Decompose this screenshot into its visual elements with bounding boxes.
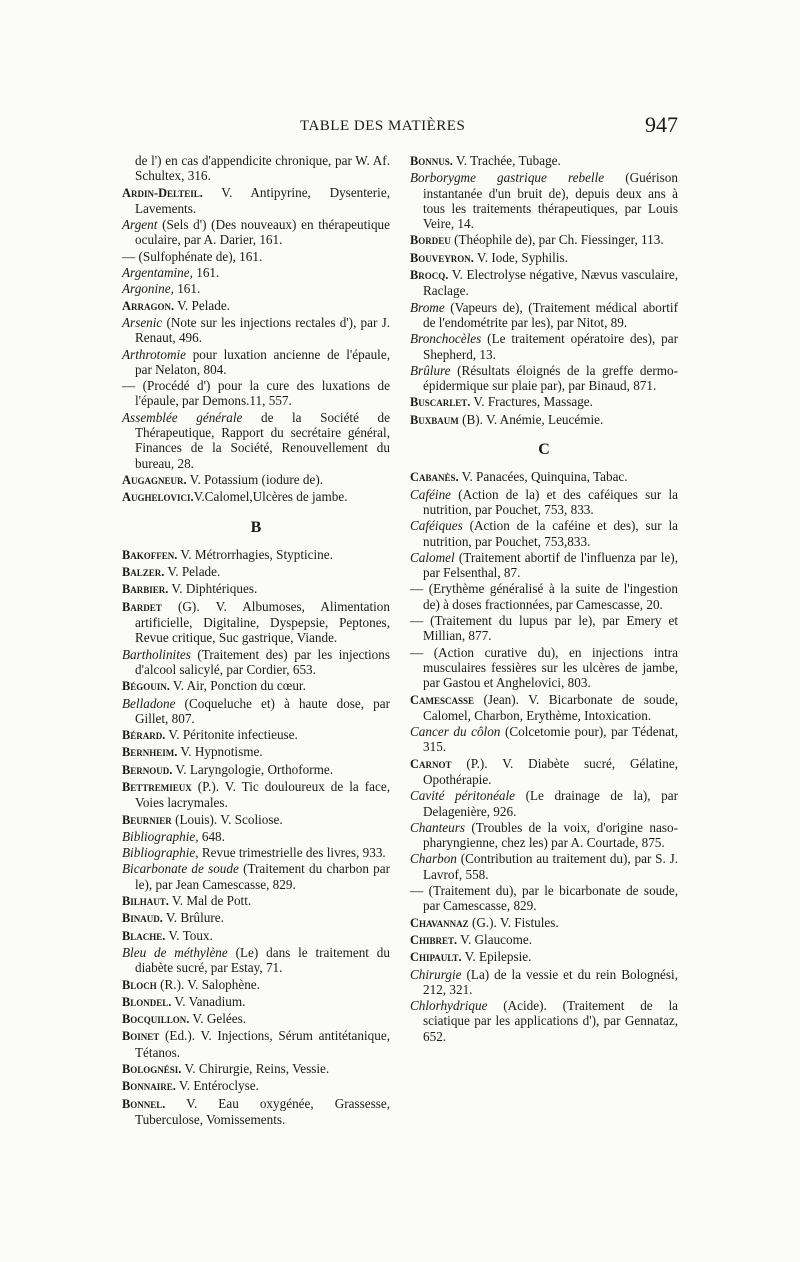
entry-heading: Barbier. [122,582,169,597]
index-entry [410,613,678,644]
index-entry [122,744,390,760]
entry-text: (Sels d') (Des nouveaux) en thérapeutique oculaire, par A. Darier, 161. [135,217,390,248]
page-number: 947 [645,112,678,137]
entry-text: V. Potassium (iodure de). [186,471,324,487]
entry-heading: Bégouin. [122,679,170,694]
entry-text: — (Traitement du), par le bicarbonate de soude, par Camescasse, 829. [410,883,678,914]
entry-text: (Le) dans le traitement du diabète sucré, par Estay, 71. [135,944,390,976]
entry-heading: Bettremieux [122,779,192,794]
entry-heading: Bloch [122,977,157,992]
index-entry [122,1028,390,1060]
entry-text: (Troubles de la voix, d'origine naso-pharyngienne, chez les) par A. Courtade, 875. [423,819,678,851]
entry-text: V. Laryngologie, Orthoforme. [172,761,334,777]
index-entry [122,249,390,264]
entry-text: (La) de la vessie et du rein Bolognési, 212, 321. [423,966,678,997]
entry-text: de la Société de Thérapeutique, Rapport du secrétaire général, Finances de la Société, Renouvellement du bureau, 28. [135,409,390,471]
right-column [410,153,678,1045]
entry-text: V. Vanadium. [171,993,246,1009]
entry-text: V. Gelées. [189,1011,247,1027]
entry-heading: Bleu de méthylène [122,944,228,960]
index-entry [410,170,678,231]
running-title: TABLE DES MATIÈRES [300,118,466,134]
index-entry [122,779,390,811]
entry-text: 161. [173,281,201,297]
entry-heading: Bonnaire. [122,1079,176,1094]
index-entry [122,928,390,944]
index-entry [122,829,390,844]
index-entry [410,692,678,724]
entry-heading: Argonine, [122,281,174,297]
index-entry [410,998,678,1044]
entry-heading: Brome [410,299,445,315]
entry-text: (Vapeurs de), (Traitement médical abortif de l'endométrite par les), par Nitot, 89. [423,299,678,330]
entry-text: (Note sur les injections rectales d'), par J. Renaut, 496. [135,314,390,346]
entry-heading: Camescasse [410,692,474,707]
entry-heading: Arragon. [122,298,175,313]
entry-heading: Caféiques [410,518,463,534]
index-entry [122,298,390,314]
entry-heading: Belladone [122,695,176,711]
entry-text: (B). V. Anémie, Leucémie. [458,411,604,427]
entry-heading: Augagneur. [122,472,187,487]
entry-heading: Bonnus. [410,154,453,168]
entry-text: V. Métrorrhagies, Stypticine. [177,546,333,562]
index-entry [122,678,390,694]
index-entry [122,861,390,892]
entry-text: (Le drainage de la), par Delagenière, 926. [423,788,678,819]
entry-text: (Traitement des) par les injections d'alcool salicylé, par Cordier, 653. [135,646,390,677]
entry-text: (Ed.). V. Injections, Sérum antitétanique, Tétanos. [135,1028,390,1060]
index-entry [122,410,390,471]
entry-text: 161. [192,265,220,281]
index-entry [122,1096,390,1128]
index-entry [410,820,678,851]
entry-text: (Traitement abortif de l'influenza par le), par Felsenthal, 87. [423,549,678,581]
index-entry [410,518,678,549]
index-entry [122,945,390,976]
entry-heading: Bernheim. [122,745,178,760]
entry-heading: Ardin-Delteil. [122,185,203,200]
entry-text: (Contribution au traitement du), par S. J. Lavrof, 558. [423,851,678,882]
entry-heading: Chibret. [410,932,458,947]
entry-text: V. Pelade. [174,297,230,313]
index-entry [122,647,390,678]
entry-text: V. Péritonite infectieuse. [165,727,298,743]
entry-text: (Jean). V. Bicarbonate de soude, Calomel, Charbon, Erythème, Intoxication. [423,691,678,723]
entry-text: (Acide). (Traitement de la sciatique par les applications d'), par Gennataz, 652. [423,998,678,1044]
entry-heading: Bronchocèles [410,331,482,347]
entry-heading: Bibliographie, [122,828,199,844]
index-entry [410,581,678,612]
index-entry [410,915,678,931]
entry-heading: Bouveyron. [410,250,474,265]
index-entry [122,581,390,597]
entry-heading: Carnot [410,756,452,771]
entry-text: (Action de la) et des caféiques sur la nutrition, par Pouchet, 753, 833. [423,486,678,517]
entry-text: — (Action curative du), en injections intra musculaires fessières sur les ulcères de jambe, par Gastou et Anghelovici, 803. [410,644,678,691]
index-entry [122,489,390,505]
index-entry [122,1078,390,1094]
entry-heading: Bolognési. [122,1062,182,1077]
entry-heading: Aughelovici. [122,490,194,505]
index-entry [122,1061,390,1077]
entry-text: (Guérison instantanée d'un bruit de), depuis deux ans à tous les traitements thérapeutiques, par Louis Veire, 14. [423,170,678,232]
index-entry [122,315,390,346]
entry-heading: Bernoud. [122,762,173,777]
index-entry [410,153,678,169]
entry-text: V. Toux. [165,927,213,943]
index-entry [122,977,390,993]
entry-heading: Bibliographie, [122,845,199,861]
entry-heading: Cabanès. [410,470,459,485]
index-entry [122,547,390,563]
entry-text: V. Chirurgie, Reins, Vessie. [181,1061,330,1077]
entry-heading: Brûlure [410,362,451,378]
entry-heading: Arthrotomie [122,346,186,362]
entry-text: V. Air, Ponction du cœur. [169,678,306,694]
index-entry [122,696,390,727]
index-entry [122,347,390,378]
entry-text: V. Diphtériques. [168,581,258,597]
entry-text: — (Erythème généralisé à la suite de l'ingestion de) à doses fractionnées, par Camescasse, 20. [410,581,678,612]
entry-heading: Balzer. [122,565,165,580]
index-entry [410,967,678,998]
index-entry [410,883,678,914]
index-entry [122,762,390,778]
entry-text: V. Epilepsie. [461,949,532,965]
entry-heading: Bérard. [122,728,166,743]
entry-text: V.Calomel,Ulcères de jambe. [193,489,348,505]
index-entry [410,331,678,362]
entry-heading: Beurnier [122,812,172,827]
entry-heading: Calomel [410,549,455,565]
entry-text: V. Mal de Pott. [168,893,252,909]
entry-text: — (Sulfophénate de), 161. [122,248,263,264]
entry-heading: Bocquillon. [122,1012,190,1027]
index-entry [122,378,390,409]
index-entry [122,153,390,184]
index-entry [122,281,390,296]
index-entry [410,412,678,428]
index-entry [410,250,678,266]
entry-heading: Binaud. [122,911,163,926]
entry-heading: Boinet [122,1029,160,1044]
index-entry [122,893,390,909]
index-entry [122,994,390,1010]
index-entry [122,217,390,248]
entry-text: (Louis). V. Scoliose. [171,811,283,827]
entry-heading: Arsenic [122,314,163,330]
left-column [122,153,390,1128]
entry-text: V. Eau oxygénée, Grassesse, Tuberculose, Vomissements. [135,1095,390,1127]
entry-heading: Blondel. [122,994,172,1009]
entry-heading: Caféine [410,486,452,502]
index-entry [410,232,678,248]
index-entry [410,645,678,691]
index-entry [410,788,678,819]
entry-text: (Colcetomie pour), par Tédenat, 315. [423,724,678,755]
page-header [0,112,800,142]
index-entry [410,394,678,410]
entry-heading: Assemblée générale [122,409,243,425]
entry-text: 648. [198,828,225,844]
entry-text: (R.). V. Salophène. [156,976,260,992]
entry-text: Revue trimestrielle des livres, 933. [198,845,386,861]
index-entry [410,724,678,755]
entry-heading: Charbon [410,851,457,867]
index-entry [410,363,678,394]
entry-heading: Chlorhydrique [410,998,488,1014]
entry-text: V. Electrolyse négative, Nævus vasculaire, Raclage. [423,267,678,299]
index-entry [410,469,678,485]
entry-heading: Bilhaut. [122,894,169,909]
entry-text: V. Pelade. [164,564,221,580]
entry-heading: Buscarlet. [410,395,471,410]
entry-text: (Traitement du charbon par le), par Jean Camescasse, 829. [135,861,390,892]
entry-text: — (Traitement du lupus par le), par Emery et Millian, 877. [410,613,678,644]
index-entry [410,932,678,948]
entry-heading: Chirurgie [410,966,462,982]
index-entry [122,564,390,580]
index-entry [122,599,390,646]
entry-text: pour luxation ancienne de l'épaule, par Nelaton, 804. [135,346,390,377]
entry-text: (P.). V. Tic douloureux de la face, Voies lacrymales. [135,778,390,811]
entry-text: (G.). V. Fistules. [468,914,559,930]
entry-text: V. Trachée, Tubage. [452,153,561,168]
index-entry [122,472,390,488]
entry-heading: Chavannaz [410,915,469,930]
index-entry [122,812,390,828]
entry-heading: Chipault. [410,950,462,965]
section-letter: B [250,518,262,536]
entry-heading: Argentamine, [122,265,193,281]
entry-text: V. Iode, Syphilis. [473,249,568,265]
index-entry [122,727,390,743]
index-entry [122,845,390,860]
section-letter: C [538,441,550,459]
entry-text: V. Antipyrine, Dysenterie, Lavements. [135,184,390,216]
entry-heading: Bakoffen. [122,547,178,562]
entry-text: V. Hypnotisme. [177,744,263,760]
entry-text: (Coqueluche et) à haute dose, par Gillet, 807. [135,695,390,726]
entry-heading: Cavité péritonéale [410,788,516,804]
entry-heading: Blache. [122,928,166,943]
entry-text: (Résultats éloignés de la greffe dermo-épidermique sur plaie par), par Binaud, 871. [423,362,678,394]
entry-heading: Bartholinites [122,646,191,662]
index-entry [122,265,390,280]
index-entry [122,185,390,217]
index-entry [410,300,678,331]
entry-text: V. Brûlure. [162,910,224,926]
index-entry [410,550,678,581]
entry-heading: Buxbaum [410,412,459,427]
entry-text: (Action de la caféine et des), sur la nutrition, par Pouchet, 753,833. [423,518,678,549]
entry-heading: Bicarbonate de soude [122,861,239,877]
entry-heading: Borborygme gastrique rebelle [410,170,605,186]
entry-text: V. Glaucome. [457,931,533,947]
entry-text: (G). V. Albumoses, Alimentation artificielle, Digitaline, Dyspepsie, Peptones, Revue critique, Suc gastrique, Viande. [135,598,390,646]
index-entry [410,756,678,788]
index-entry [410,267,678,299]
entry-heading: Argent [122,217,158,233]
index-entry [410,851,678,882]
entry-heading: Bardet [122,599,162,614]
entry-text: V. Panacées, Quinquina, Tabac. [458,469,628,485]
entry-text: V. Fractures, Massage. [470,394,593,410]
index-entry [122,910,390,926]
entry-heading: Bordeu [410,233,451,248]
index-entry [410,487,678,518]
entry-heading: Chanteurs [410,819,465,835]
entry-heading: Bonnel. [122,1096,166,1111]
entry-heading: Brocq. [410,268,449,283]
index-entry [410,949,678,965]
entry-text: V. Entéroclyse. [175,1078,259,1094]
entry-text: (Théophile de), par Ch. Fiessinger, 113. [450,232,664,248]
index-entry [122,1011,390,1027]
entry-text: de l') en cas d'appendicite chronique, par W. Af. Schultex, 316. [135,153,390,184]
entry-text: (Le traitement opératoire des), par Shepherd, 13. [423,331,678,362]
entry-text: — (Procédé d') pour la cure des luxations de l'épaule, par Demons.11, 557. [122,378,390,409]
entry-text: (P.). V. Diabète sucré, Gélatine, Opothérapie. [423,755,678,787]
entry-heading: Cancer du côlon [410,724,501,740]
